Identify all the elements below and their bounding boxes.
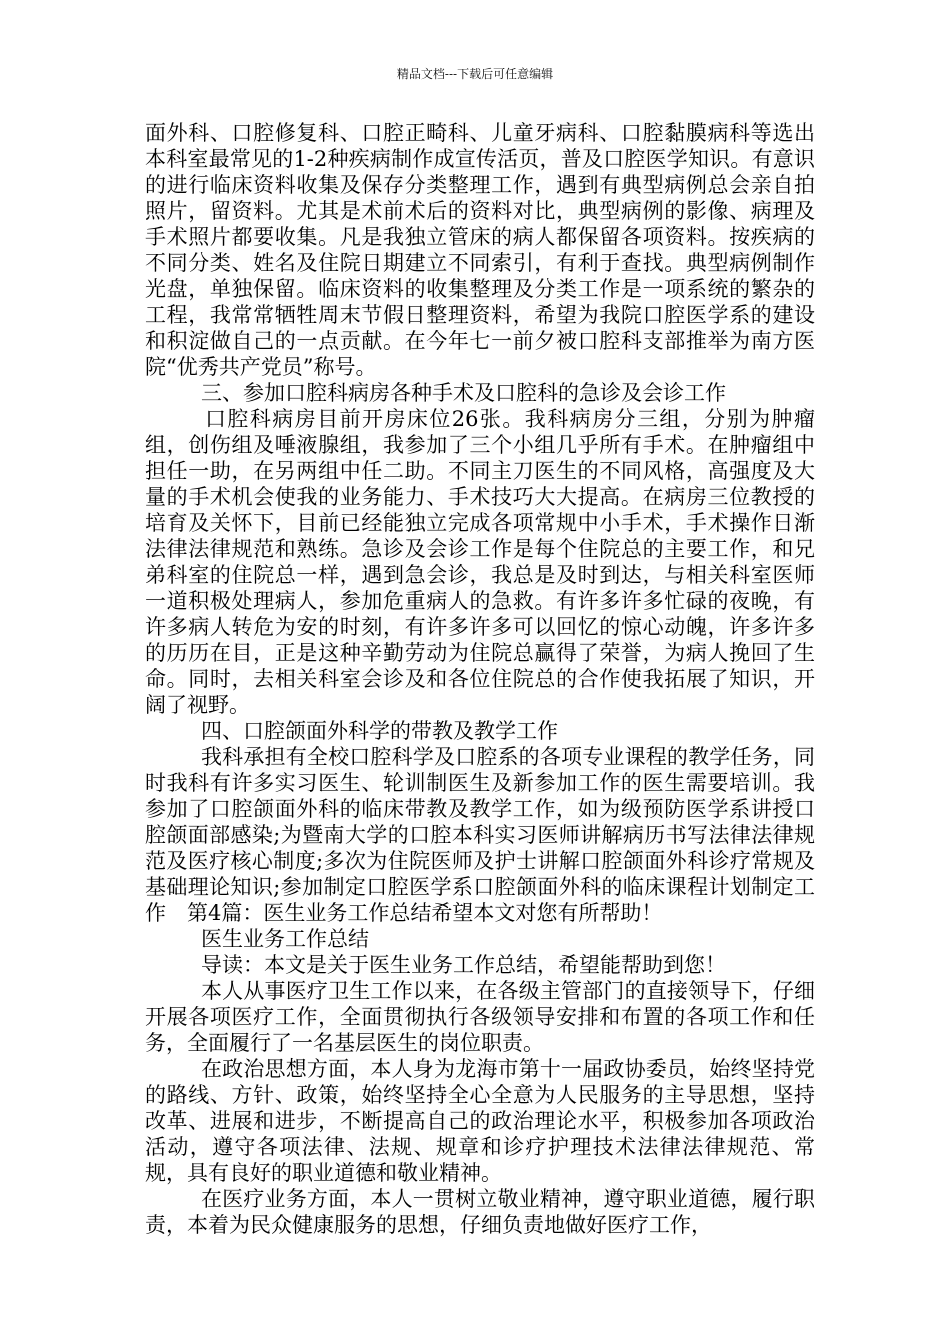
paragraph-teaching: 我科承担有全校口腔科学及口腔系的各项专业课程的教学任务，同时我科有许多实习医生、轮训制医生及新参加工作的医生需要培训。我参加了口腔颌面外科的临床带教及教学工作，如为级预防医学系讲授口腔颌面部感染;为暨南大学的口腔本科实习医师讲解病历书写法律法律规范及医疗核心制度;多次为住院医师及护士讲解口腔颌面外科诊疗常规及基础理论知识;参加制定口腔医学系口腔颌面外科的临床课程计划制定工作 第4篇：医生业务工作总结希望本文对您有所帮助！	[145, 745, 815, 925]
article-title: 医生业务工作总结	[201, 927, 369, 951]
section-heading-4: 四、口腔颌面外科学的带教及教学工作	[201, 719, 558, 743]
section-heading-3: 三、参加口腔科病房各种手术及口腔科的急诊及会诊工作	[201, 381, 726, 405]
paragraph-ward-surgery: 口腔科病房目前开房床位26张。我科病房分三组，分别为肿瘤组，创伤组及唾液腺组，我参加了三个小组几乎所有手术。在肿瘤组中担任一助，在另两组中任二助。不同主刀医生的不同风格，高强度及大量的手术机会使我的业务能力、手术技巧大大提高。在病房三位教授的培育及关怀下，目前已经能独立完成各项常规中小手术，手术操作日渐法律法律规范和熟练。急诊及会诊工作是每个住院总的主要工作，和兄弟科室的住院总一样，遇到急会诊，我总是及时到达，与相关科室医师一道积极处理病人，参加危重病人的急救。有许多许多忙碌的夜晚，有许多病人转危为安的时刻，有许多许多可以回忆的惊心动魄，许多许多的历历在目，正是这种辛勤劳动为住院总赢得了荣誉，为病人挽回了生命。同时，去相关科室会诊及和各位住院总的合作使我拓展了知识，开阔了视野。	[145, 407, 815, 717]
paragraph-continuation: 面外科、口腔修复科、口腔正畸科、儿童牙病科、口腔黏膜病科等选出本科室最常见的1-2种疾病制作成宣传活页，普及口腔医学知识。有意识的进行临床资料收集及保存分类整理工作，遇到有典型病例总会亲自拍照片，留资料。尤其是术前术后的资料对比，典型病例的影像、病理及手术照片都要收集。凡是我独立管床的病人都保留各项资料。按疾病的不同分类、姓名及住院日期建立不同索引，有利于查找。典型病例制作光盘，单独保留。临床资料的收集整理及分类工作是一项系统的繁杂的工程，我常常牺牲周末节假日整理资料，希望为我院口腔医学系的建设和积淀做自己的一点贡献。在今年七一前夕被口腔科支部推举为南方医院“优秀共产党员”称号。	[145, 121, 815, 379]
article-intro: 导读：本文是关于医生业务工作总结，希望能帮助到您！	[201, 953, 726, 977]
document-body	[145, 120, 815, 1238]
paragraph-medical-work: 在医疗业务方面，本人一贯树立敬业精神，遵守职业道德，履行职责，本着为民众健康服务的思想，仔细负责地做好医疗工作，	[145, 1187, 815, 1237]
paragraph-political: 在政治思想方面，本人身为龙海市第十一届政协委员，始终坚持党的路线、方针、政策，始终坚持全心全意为人民服务的主导思想，坚持改革、进展和进步，不断提高自己的政治理论水平，积极参加各项政治活动，遵守各项法律、法规、规章和诊疗护理技术法律法律规范、常规，具有良好的职业道德和敬业精神。	[145, 1057, 815, 1185]
page-header: 精品文档---下载后可任意编辑	[396, 67, 554, 81]
paragraph-overview: 本人从事医疗卫生工作以来，在各级主管部门的直接领导下，仔细开展各项医疗工作，全面贯彻执行各级领导安排和布置的各项工作和任务，全面履行了一名基层医生的岗位职责。	[145, 979, 815, 1055]
